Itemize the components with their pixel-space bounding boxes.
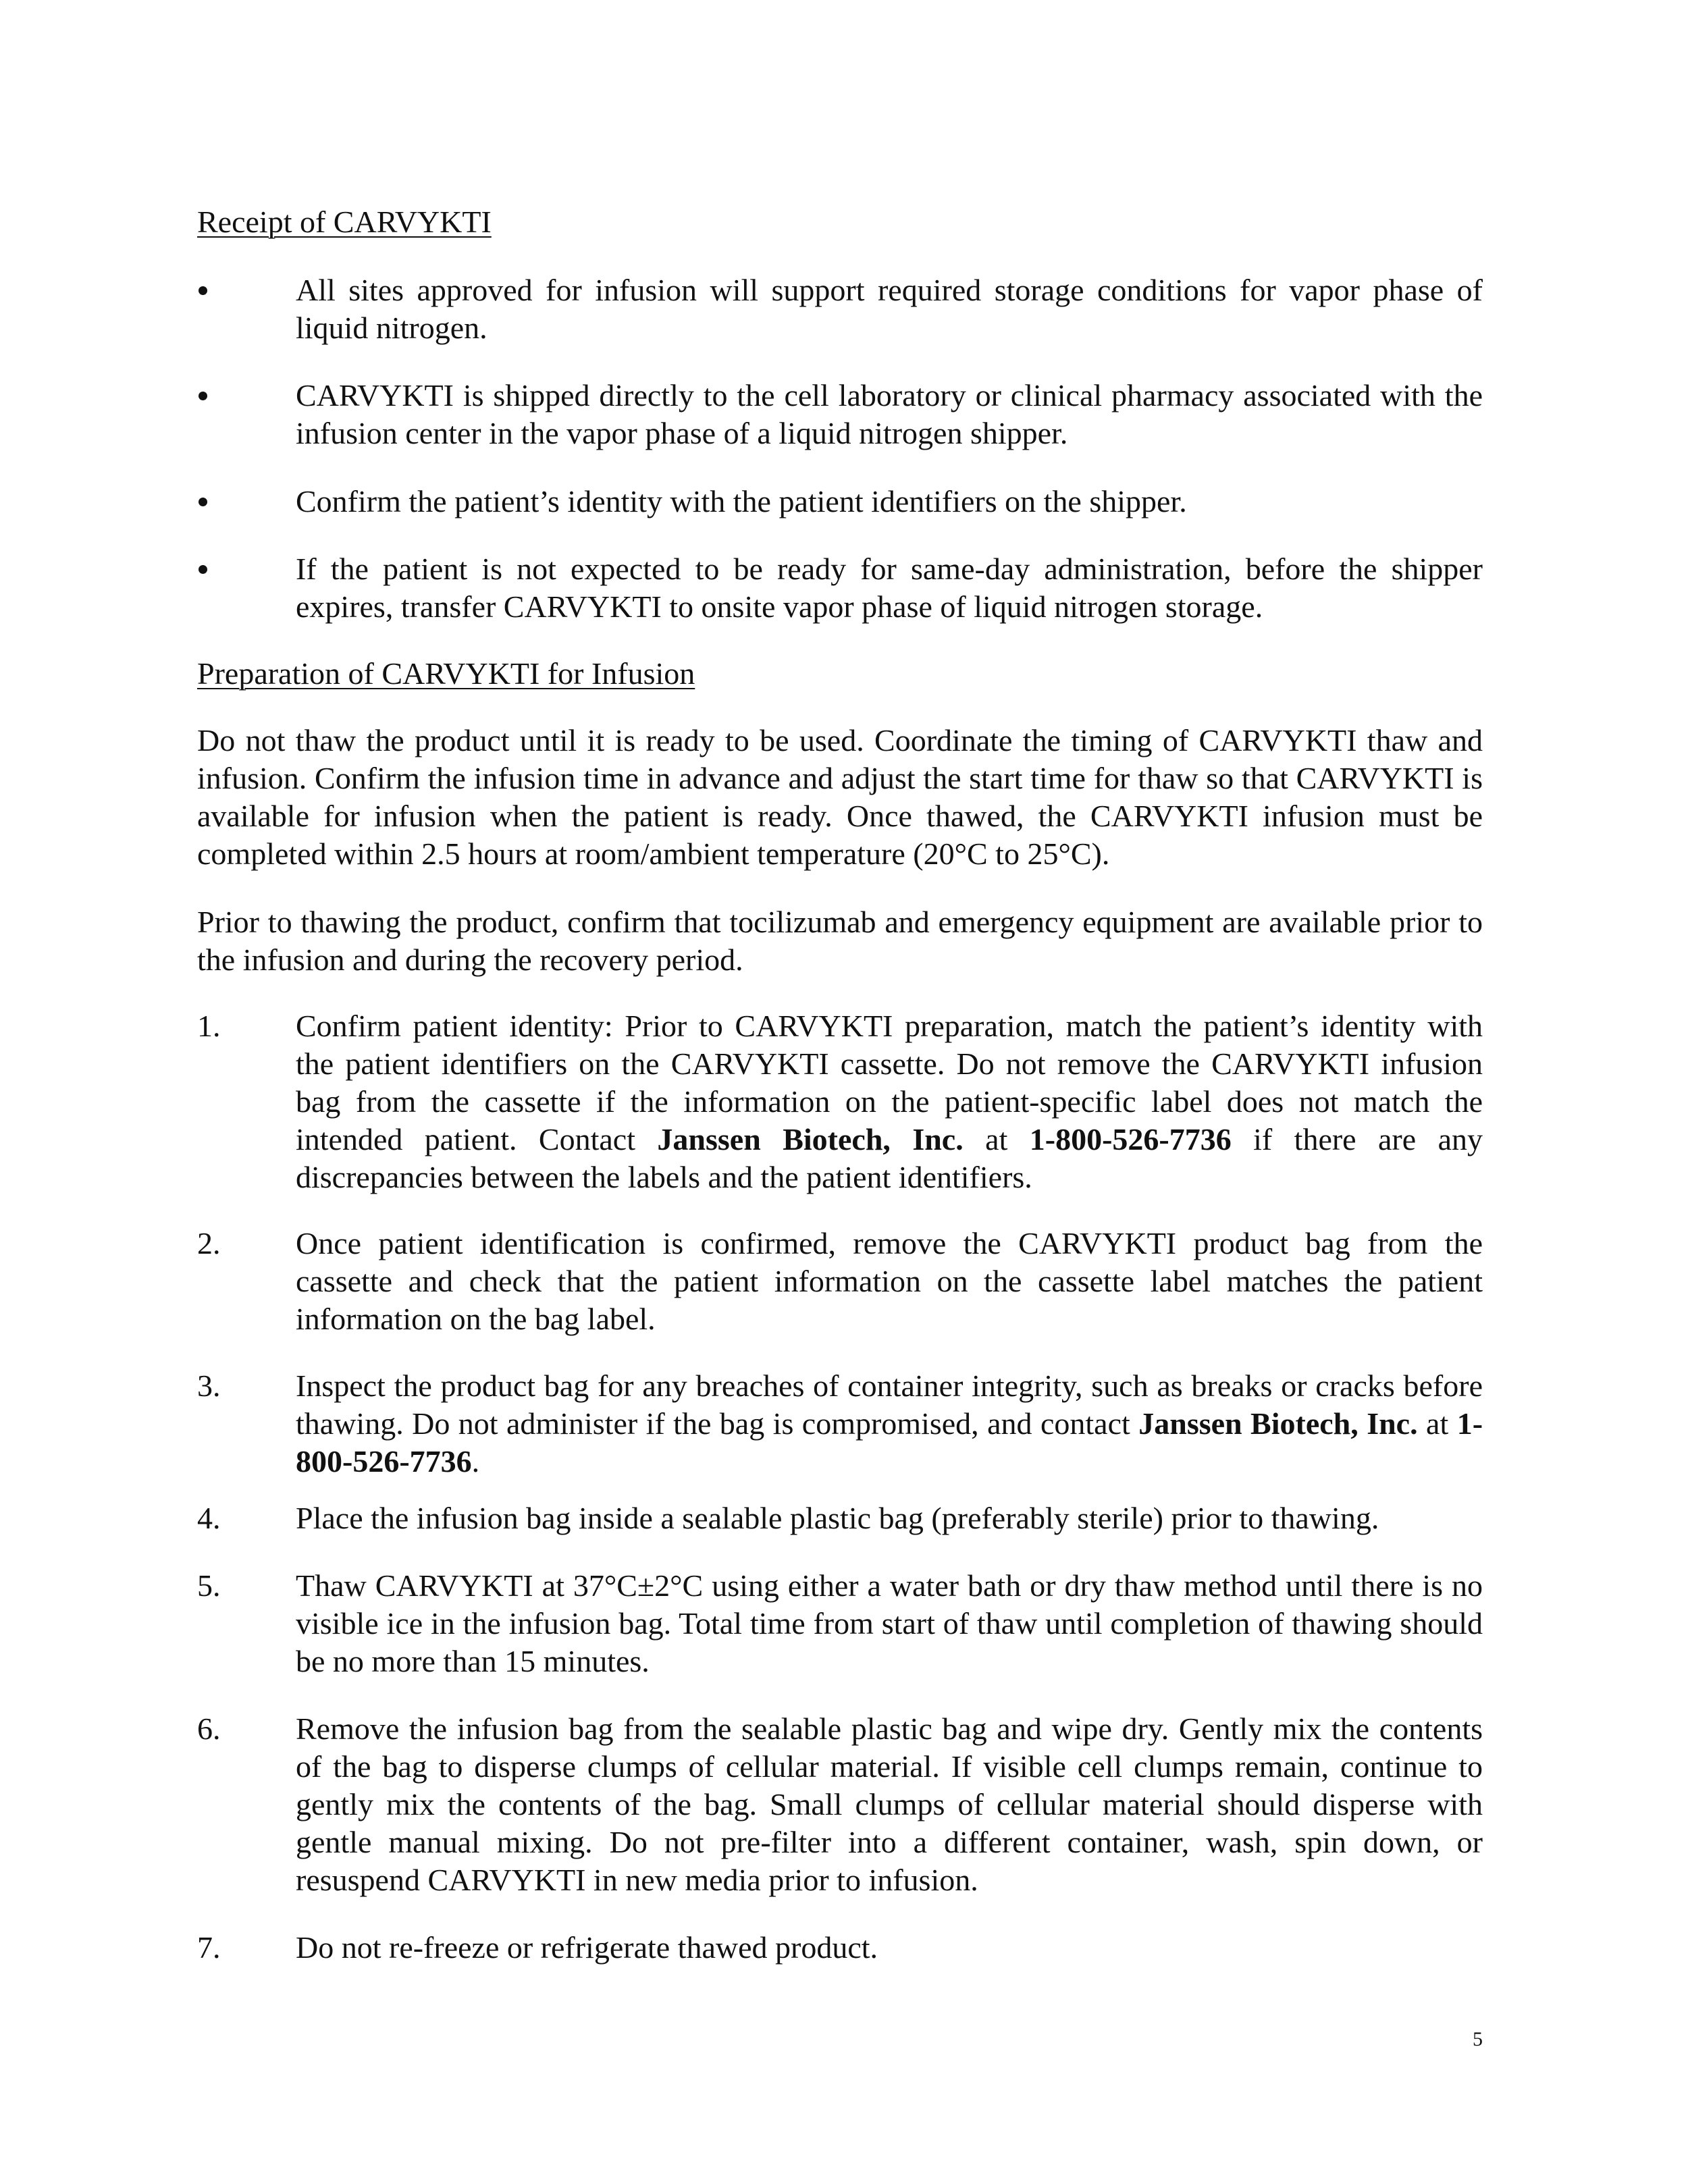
step-text: Remove the infusion bag from the sealable plastic bag and wipe dry. Gently mix the contents of the bag to disperse clumps of cellular material. If visible cell clumps remain, continue to gently mix the contents of the bag. Small clumps of cellular material should disperse with gentle manual mixing. Do not pre-filter into a different container, wash, spin down, or resuspend CARVYKTI in new media prior to infusion. xyxy=(296,1711,1483,1897)
list-item-text: All sites approved for infusion will support required storage conditions for vapor phase of liquid nitrogen. xyxy=(296,273,1483,345)
numbered-step xyxy=(197,1007,1483,1196)
bullet-icon xyxy=(199,392,207,400)
phone-number: 1-800-526-7736 xyxy=(296,1406,1483,1479)
step-number: 6. xyxy=(197,1711,221,1746)
list-item xyxy=(197,483,1483,521)
list-item-text: If the patient is not expected to be ready for same-day administration, before the shipper expires, transfer CARVYKTI to onsite vapor phase of liquid nitrogen storage. xyxy=(296,552,1483,624)
bullet-icon xyxy=(199,286,207,295)
bullet-icon xyxy=(199,565,207,574)
step-number: 2. xyxy=(197,1226,221,1260)
bullet-icon xyxy=(199,498,207,506)
numbered-step xyxy=(197,1929,1483,1967)
paragraph-prior-to-thawing: Prior to thawing the product, confirm that tocilizumab and emergency equipment are available prior to the infusion and during the recovery period. xyxy=(197,905,1483,977)
step-text: Do not re-freeze or refrigerate thawed product. xyxy=(296,1930,878,1965)
page-number: 5 xyxy=(1473,2028,1483,2050)
numbered-step xyxy=(197,1499,1483,1537)
section-heading-receipt: Receipt of CARVYKTI xyxy=(197,205,492,239)
list-item-text: Confirm the patient’s identity with the patient identifiers on the shipper. xyxy=(296,484,1187,518)
list-item-text: CARVYKTI is shipped directly to the cell laboratory or clinical pharmacy associated with the infusion center in the vapor phase of a liquid nitrogen shipper. xyxy=(296,378,1483,450)
numbered-step xyxy=(197,1567,1483,1680)
phone-number: 1-800-526-7736 xyxy=(1029,1122,1232,1156)
step-number: 1. xyxy=(197,1009,221,1043)
paragraph-thaw-timing: Do not thaw the product until it is ready to be used. Coordinate the timing of CARVYKTI thaw and infusion. Confirm the infusion time in advance and adjust the start time for thaw so that CARVYKTI is available for infusion when the patient is ready. Once thawed, the CARVYKTI infusion must be completed within 2.5 hours at room/ambient temperature (20°C to 25°C). xyxy=(197,723,1483,871)
company-name: Janssen Biotech, Inc. xyxy=(657,1122,964,1156)
step-number: 5. xyxy=(197,1568,221,1603)
company-name: Janssen Biotech, Inc. xyxy=(1138,1406,1418,1441)
list-item xyxy=(197,377,1483,452)
step-text: Inspect the product bag for any breaches of container integrity, such as breaks or cracks before thawing. Do not administer if the bag is compromised, and contact Janssen Biotech, Inc. at 1-800-526-7736. xyxy=(296,1368,1483,1479)
numbered-step xyxy=(197,1710,1483,1899)
numbered-step xyxy=(197,1367,1483,1481)
list-item xyxy=(197,550,1483,626)
step-text: Place the infusion bag inside a sealable plastic bag (preferably sterile) prior to thawing. xyxy=(296,1501,1379,1535)
section-heading-preparation: Preparation of CARVYKTI for Infusion xyxy=(197,656,695,691)
list-item xyxy=(197,271,1483,347)
step-number: 4. xyxy=(197,1501,221,1535)
step-text: Thaw CARVYKTI at 37°C±2°C using either a water bath or dry thaw method until there is no visible ice in the infusion bag. Total time from start of thaw until completion of thawing should be no more than 15 minutes. xyxy=(296,1568,1483,1678)
step-number: 3. xyxy=(197,1368,221,1403)
step-text: Once patient identification is confirmed, remove the CARVYKTI product bag from the cassette and check that the patient information on the cassette label matches the patient information on the bag label. xyxy=(296,1226,1483,1336)
numbered-step xyxy=(197,1225,1483,1338)
step-text: Confirm patient identity: Prior to CARVYKTI preparation, match the patient’s identity with the patient identifiers on the CARVYKTI cassette. Do not remove the CARVYKTI infusion bag from the cassette if the information on the patient-specific label does not match the intended patient. Contact Janssen Biotech, Inc. at 1-800-526-7736 if there are any discrepancies between the labels and the patient identifiers. xyxy=(296,1009,1483,1194)
step-number: 7. xyxy=(197,1930,221,1965)
